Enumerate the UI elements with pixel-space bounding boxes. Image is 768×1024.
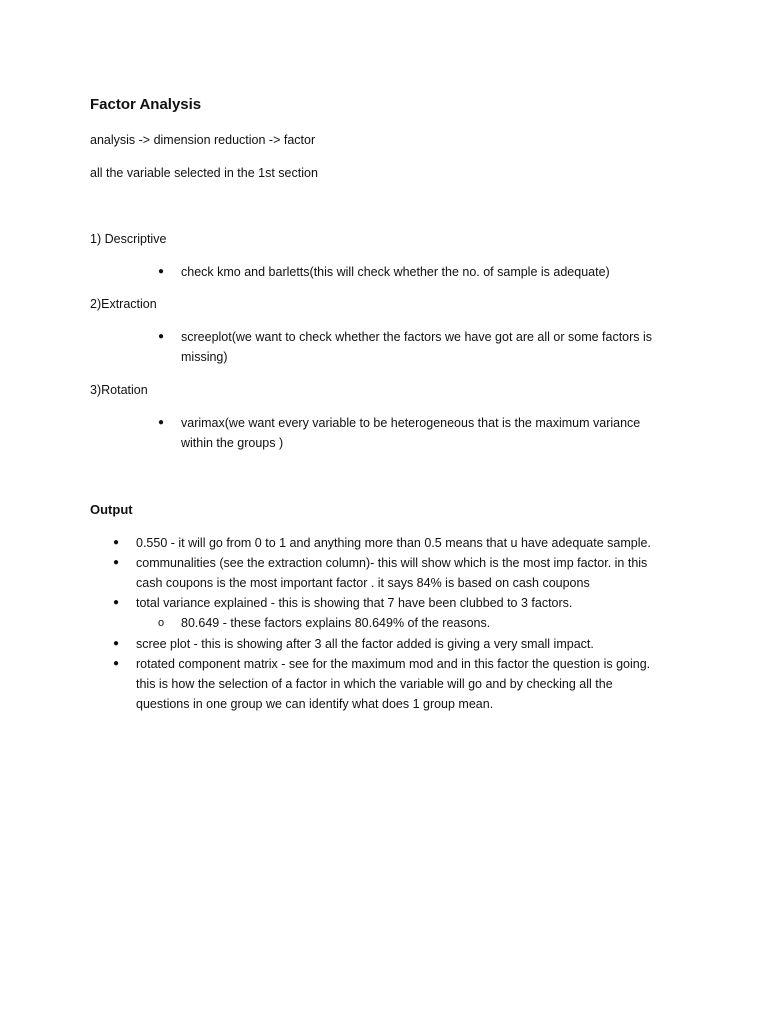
output-item-kmo: 0.550 - it will go from 0 to 1 and anything more than 0.5 means that u have adequate sample.: [136, 536, 651, 550]
menu-path-line: analysis -> dimension reduction -> factor: [90, 133, 316, 147]
bullet-icon: ●: [113, 597, 120, 608]
rotation-bullet-text-line-1: varimax(we want every variable to be heterogeneous that is the maximum variance: [181, 416, 641, 430]
output-sub-item-variance-percent: 80.649 - these factors explains 80.649% of the reasons.: [181, 616, 491, 630]
rotation-bullet-text-line-2: within the groups ): [181, 436, 284, 450]
variables-line: all the variable selected in the 1st section: [90, 166, 318, 180]
sub-bullet-icon: o: [158, 617, 165, 629]
section-heading-descriptive: 1) Descriptive: [90, 232, 167, 246]
output-item-scree-plot: scree plot - this is showing after 3 all the factor added is giving a very small impact.: [136, 637, 594, 651]
page-title: Factor Analysis: [90, 96, 202, 113]
bullet-icon: ●: [113, 537, 120, 548]
output-item-communalities-line-2: cash coupons is the most important factor . it says 84% is based on cash coupons: [136, 576, 590, 590]
extraction-bullet-text-line-1: screeplot(we want to check whether the factors we have got are all or some factors is: [181, 330, 653, 344]
output-heading: Output: [90, 502, 133, 517]
section-heading-rotation: 3)Rotation: [90, 383, 148, 397]
extraction-bullet-text-line-2: missing): [181, 350, 228, 364]
output-item-rotated-matrix-line-1: rotated component matrix - see for the maximum mod and in this factor the question is going.: [136, 657, 651, 671]
bullet-icon: ●: [113, 658, 120, 669]
output-item-total-variance: total variance explained - this is showing that 7 have been clubbed to 3 factors.: [136, 596, 573, 610]
bullet-icon: ●: [113, 638, 120, 649]
bullet-icon: ●: [158, 266, 165, 277]
output-item-communalities-line-1: communalities (see the extraction column)- this will show which is the most imp factor. in this: [136, 556, 648, 570]
bullet-icon: ●: [158, 331, 165, 342]
output-item-rotated-matrix-line-2: this is how the selection of a factor in which the variable will go and by checking all the: [136, 677, 613, 691]
bullet-icon: ●: [158, 417, 165, 428]
output-item-rotated-matrix-line-3: questions in one group we can identify what does 1 group mean.: [136, 697, 494, 711]
descriptive-bullet-text: check kmo and barletts(this will check whether the no. of sample is adequate): [181, 265, 610, 279]
bullet-icon: ●: [113, 557, 120, 568]
section-heading-extraction: 2)Extraction: [90, 297, 157, 311]
